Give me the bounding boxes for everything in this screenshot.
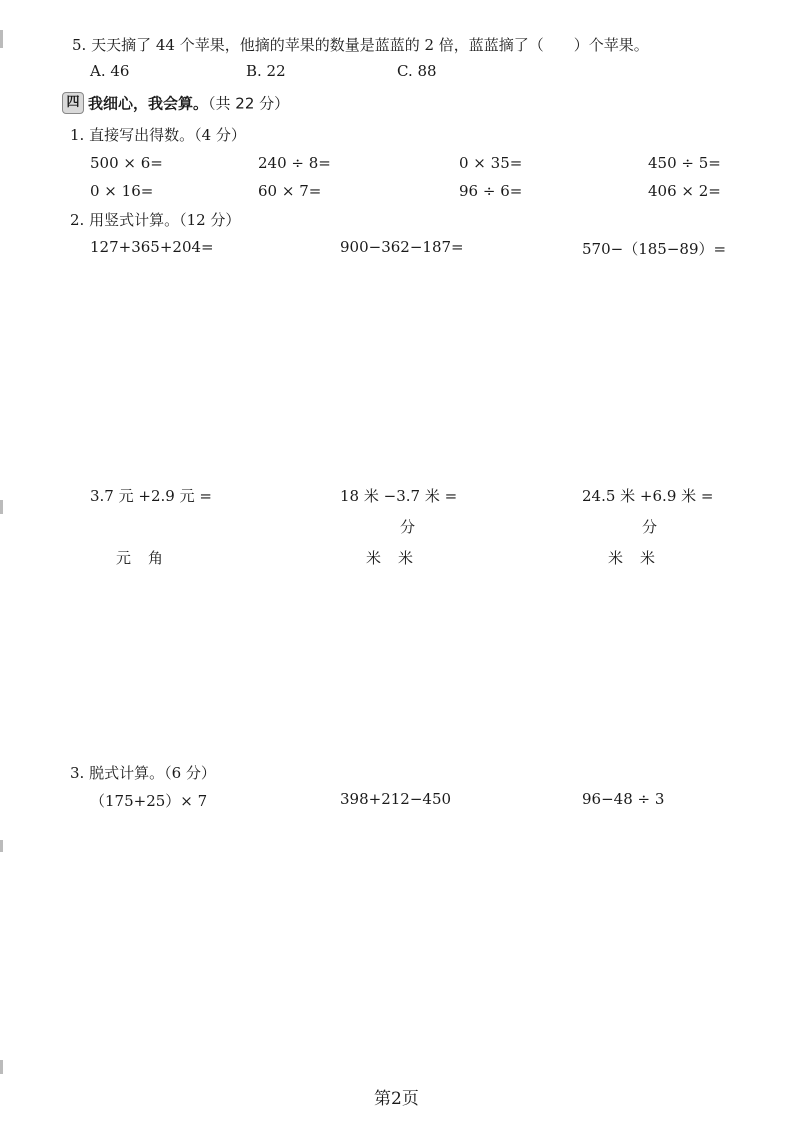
scan-edge-mark [0,840,3,852]
vertical-calc-item: 127+365+204= [90,238,214,256]
scan-edge-mark [0,500,3,514]
vertical-calc-item: 900−362−187= [340,238,464,256]
unit-mi: 米 [398,549,414,567]
section-points: （共 22 分） [208,94,290,113]
page-number: 第2页 [374,1089,419,1109]
unit-jiao: 角 [148,549,164,567]
part-2-heading: 2. 用竖式计算。（12 分） [70,211,241,229]
oral-calc-item: 406 × 2= [648,182,721,200]
option-b: B. 22 [246,62,286,80]
part-1-heading: 1. 直接写出得数。（4 分） [70,126,246,144]
stepwise-calc-item: 96−48 ÷ 3 [582,790,665,808]
option-c: C. 88 [397,62,437,80]
oral-calc-item: 60 × 7= [258,182,322,200]
unit-mi: 米 [608,549,624,567]
oral-calc-item: 500 × 6= [90,154,163,172]
vertical-calc-item: 3.7 元 +2.9 元 = [90,487,212,505]
oral-calc-item: 240 ÷ 8= [258,154,331,172]
unit-mi: 米 [366,549,382,567]
scan-edge-mark [0,1060,3,1074]
oral-calc-item: 450 ÷ 5= [648,154,721,172]
vertical-calc-item: 570−（185−89）= [582,240,727,258]
part-3-heading: 3. 脱式计算。（6 分） [70,764,216,782]
section-4-heading [62,92,289,114]
stepwise-calc-item: （175+25）× 7 [90,792,208,810]
oral-calc-item: 0 × 35= [459,154,523,172]
unit-fen: 分 [642,518,658,536]
vertical-calc-item: 24.5 米 +6.9 米 = [582,487,714,505]
question-5-text: 5. 天天摘了 44 个苹果，他摘的苹果的数量是蓝蓝的 2 倍，蓝蓝摘了（ ）个苹果。 [72,36,649,54]
option-a: A. 46 [90,62,130,80]
section-title: 我细心，我会算。 [88,94,209,113]
vertical-calc-item: 18 米 −3.7 米 = [340,487,458,505]
oral-calc-item: 96 ÷ 6= [459,182,523,200]
section-number-badge: 四 [62,92,84,114]
unit-mi: 米 [640,549,656,567]
stepwise-calc-item: 398+212−450 [340,790,452,808]
oral-calc-item: 0 × 16= [90,182,154,200]
unit-yuan: 元 [116,549,132,567]
unit-fen: 分 [400,518,416,536]
scan-edge-mark [0,30,3,48]
